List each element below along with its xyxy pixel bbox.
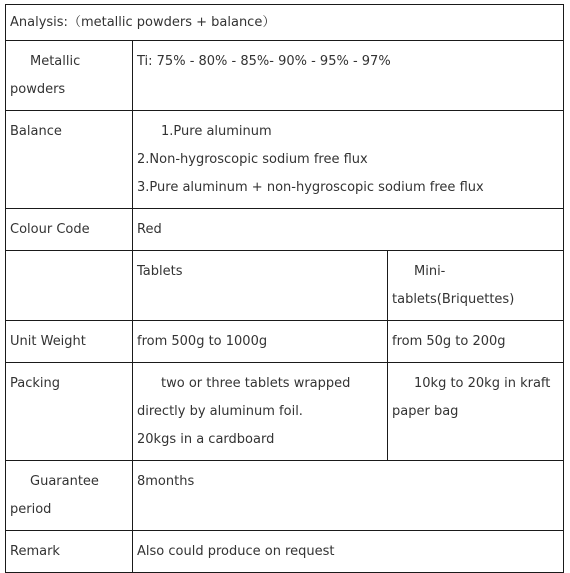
product-forms-row bbox=[6, 251, 564, 321]
packing-tablets-line3: 20kgs in a cardboard bbox=[137, 432, 275, 447]
balance-label: Balance bbox=[6, 111, 133, 209]
remark-value: Also could produce on request bbox=[133, 531, 564, 573]
colour-code-value: Red bbox=[133, 209, 564, 251]
colour-code-row bbox=[6, 209, 564, 251]
unit-weight-mini: from 50g to 200g bbox=[388, 321, 564, 363]
colour-code-label: Colour Code bbox=[6, 209, 133, 251]
balance-list bbox=[133, 111, 564, 209]
packing-mini-line1: 10kg to 20kg in kraft bbox=[414, 376, 551, 391]
mini-tablets-header bbox=[388, 251, 564, 321]
product-forms-blank bbox=[6, 251, 133, 321]
balance-item-3: 3.Pure aluminum + non-hygroscopic sodium free flux bbox=[137, 180, 484, 195]
remark-label: Remark bbox=[6, 531, 133, 573]
mini-header-line1: Mini- bbox=[414, 264, 446, 279]
packing-mini-line2: paper bag bbox=[392, 404, 459, 419]
guarantee-label-line1: Guarantee bbox=[30, 474, 99, 489]
specification-table bbox=[5, 4, 564, 573]
metallic-powders-value: Ti: 75% - 80% - 85%- 90% - 95% - 97% bbox=[133, 41, 564, 111]
packing-tablets-line2: directly by aluminum foil. bbox=[137, 404, 303, 419]
balance-item-2: 2.Non-hygroscopic sodium free flux bbox=[137, 152, 368, 167]
guarantee-row bbox=[6, 461, 564, 531]
balance-item-1: 1.Pure aluminum bbox=[161, 124, 272, 139]
metallic-label-line1: Metallic bbox=[30, 54, 81, 69]
tablets-header: Tablets bbox=[133, 251, 388, 321]
guarantee-value: 8months bbox=[133, 461, 564, 531]
analysis-row bbox=[6, 5, 564, 41]
balance-row bbox=[6, 111, 564, 209]
analysis-heading: Analysis:（metallic powders + balance） bbox=[6, 5, 564, 41]
remark-row bbox=[6, 531, 564, 573]
guarantee-label-line2: period bbox=[10, 502, 52, 517]
packing-mini bbox=[388, 363, 564, 461]
metallic-powders-label bbox=[6, 41, 133, 111]
mini-header-line2: tablets(Briquettes) bbox=[392, 292, 515, 307]
packing-row bbox=[6, 363, 564, 461]
unit-weight-label: Unit Weight bbox=[6, 321, 133, 363]
packing-tablets bbox=[133, 363, 388, 461]
packing-label: Packing bbox=[6, 363, 133, 461]
unit-weight-tablets: from 500g to 1000g bbox=[133, 321, 388, 363]
guarantee-label bbox=[6, 461, 133, 531]
packing-tablets-line1: two or three tablets wrapped bbox=[161, 376, 351, 391]
metallic-powders-row bbox=[6, 41, 564, 111]
metallic-label-line2: powders bbox=[10, 82, 66, 97]
unit-weight-row bbox=[6, 321, 564, 363]
